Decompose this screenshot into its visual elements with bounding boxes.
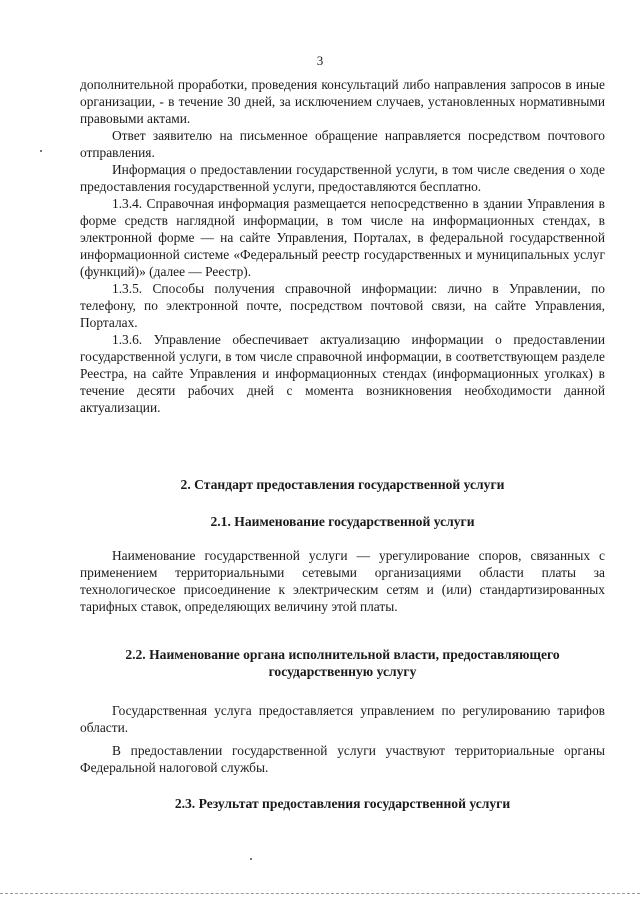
- heading-2-1: 2.1. Наименование государственной услуги: [210, 514, 475, 529]
- page-number: 3: [316, 53, 324, 68]
- heading-section-2: 2. Стандарт предоставления государственной услуги: [180, 477, 505, 492]
- paragraph-1-3-5: 1.3.5. Способы получения справочной информации: лично в Управлении, по телефону, по электронной почте, посредством почтовой связи, на сайте Управления, Порталах.: [80, 281, 605, 330]
- paragraph-reply: Ответ заявителю на письменное обращение направляется посредством почтового отправления.: [80, 128, 605, 160]
- paragraph-continuation: дополнительной проработки, проведения консультаций либо направления запросов в иные организации, - в течение 30 дней, за исключением случаев, установленных нормативными правовыми актами.: [80, 77, 605, 126]
- scan-speck: [250, 858, 252, 860]
- heading-2-2: [80, 646, 605, 680]
- heading-2-2-line1: 2.2. Наименование органа исполнительной власти, предоставляющего: [125, 647, 560, 662]
- heading-2-2-line2: государственную услугу: [268, 664, 417, 679]
- paragraph-2-2-provider: Государственная услуга предоставляется управлением по регулированию тарифов области.: [80, 703, 605, 735]
- paragraph-1-3-6: 1.3.6. Управление обеспечивает актуализацию информации о предоставлении государственной услуги, в том числе справочной информации, в соответствующем разделе Реестра, на сайте Управления и информационных стендах (информационных уголках) в течение десяти рабочих дней с момента возникновения необходимости данной актуализации.: [80, 332, 605, 415]
- section-2-1-text: [80, 547, 605, 615]
- section-2-2-text: [80, 702, 605, 776]
- scan-edge-line: [0, 893, 640, 895]
- heading-2-3: 2.3. Результат предоставления государственной услуги: [174, 796, 511, 811]
- section-1-3-text: [80, 76, 605, 416]
- scan-speck: [40, 150, 42, 152]
- paragraph-free-info: Информация о предоставлении государственной услуги, в том числе сведения о ходе предоставления государственной услуги, предоставляются бесплатно.: [80, 162, 605, 194]
- paragraph-2-2-participants: В предоставлении государственной услуги участвуют территориальные органы Федеральной налоговой службы.: [80, 743, 605, 775]
- paragraph-2-1: Наименование государственной услуги — урегулирование споров, связанных с применением территориальными сетевыми организациями области платы за технологическое присоединение к электрическим сетям и (или) стандартизированных тарифных ставок, определяющих величину этой платы.: [80, 548, 605, 614]
- paragraph-1-3-4: 1.3.4. Справочная информация размещается непосредственно в здании Управления в форме средств наглядной информации, в том числе на информационных стендах, в электронной форме — на сайте Управления, Порталах, в федеральной государственной информационной системе «Федеральный реестр государственных и муниципальных услуг (функций)» (далее — Реестр).: [80, 196, 605, 279]
